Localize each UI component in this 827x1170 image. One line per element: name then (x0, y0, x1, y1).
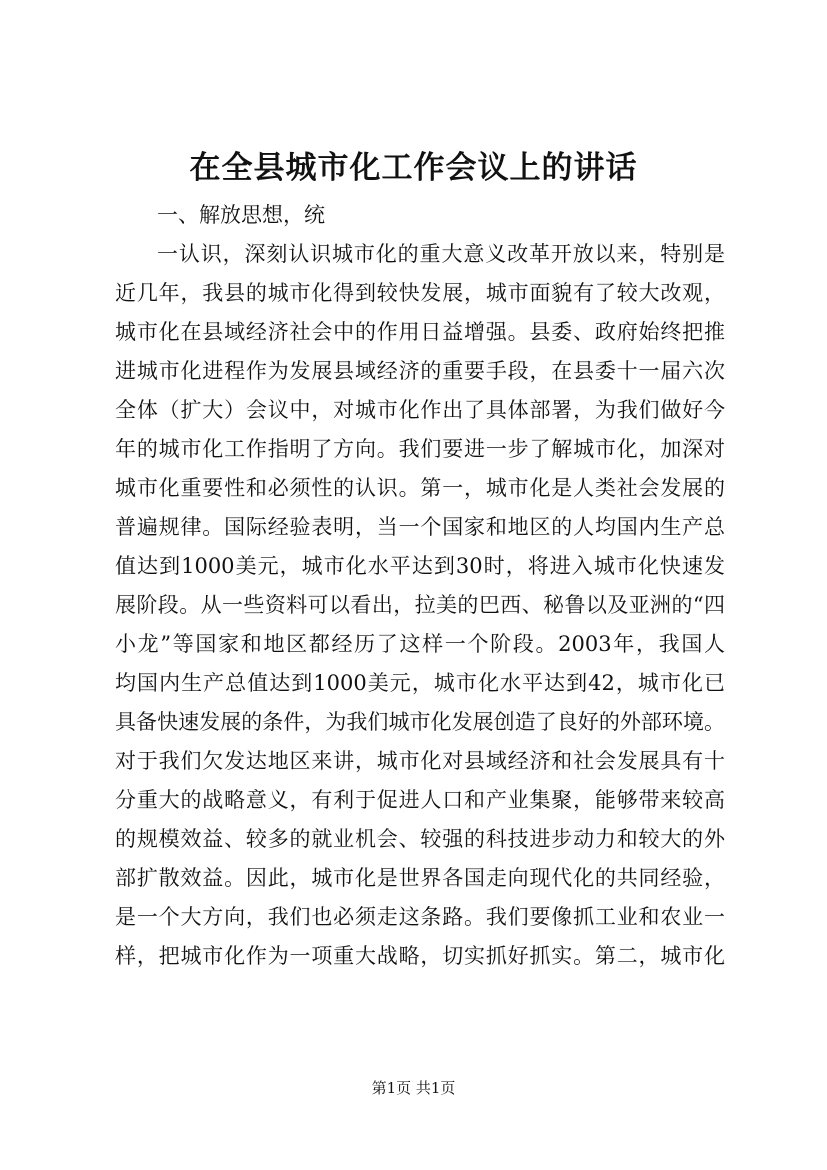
paragraph-line: 进城市化进程作为发展县域经济的重要手段，在县委十一届六次 (115, 359, 725, 383)
paragraph-line: 样，把城市化作为一项重大战略，切实抓好抓实。第二，城市化 (115, 944, 725, 968)
paragraph-line: 分重大的战略意义，有利于促进人口和产业集聚，能够带来较高 (115, 788, 725, 812)
document-title: 在全县城市化工作会议上的讲话 (189, 150, 638, 186)
paragraph-line: 的规模效益、较多的就业机会、较强的科技进步动力和较大的外 (115, 827, 725, 851)
paragraph-line: 展阶段。从一些资料可以看出，拉美的巴西、秘鲁以及亚洲的“四 (115, 593, 725, 617)
paragraph-line: 年的城市化工作指明了方向。我们要进一步了解城市化，加深对 (115, 437, 725, 461)
paragraph-line: 小龙”等国家和地区都经历了这样一个阶段。2003年，我国人 (115, 632, 725, 656)
paragraph-line: 对于我们欠发达地区来讲，城市化对县域经济和社会发展具有十 (115, 749, 725, 773)
paragraph-line: 近几年，我县的城市化得到较快发展，城市面貌有了较大改观， (115, 281, 725, 305)
paragraph-line: 值达到1000美元，城市化水平达到30时，将进入城市化快速发 (115, 554, 725, 578)
paragraph-line: 具备快速发展的条件，为我们城市化发展创造了良好的外部环境。 (115, 710, 725, 734)
paragraph-line: 全体（扩大）会议中，对城市化作出了具体部署，为我们做好今 (115, 398, 725, 422)
paragraph-line: 部扩散效益。因此，城市化是世界各国走向现代化的共同经验， (115, 866, 725, 890)
document-body (115, 196, 725, 976)
paragraph-line: 是一个大方向，我们也必须走这条路。我们要像抓工业和农业一 (115, 905, 725, 929)
page-number-footer: 第1页 共1页 (371, 1079, 456, 1097)
paragraph-line: 普遍规律。国际经验表明，当一个国家和地区的人均国内生产总 (115, 515, 725, 539)
heading-line: 一、解放思想，统 (157, 203, 325, 227)
paragraph-line: 城市化在县域经济社会中的作用日益增强。县委、政府始终把推 (115, 320, 725, 344)
paragraph-line: 均国内生产总值达到1000美元，城市化水平达到42，城市化已 (115, 671, 725, 695)
paragraph-line: 一认识，深刻认识城市化的重大意义改革开放以来，特别是 (157, 242, 725, 266)
paragraph-line: 城市化重要性和必须性的认识。第一，城市化是人类社会发展的 (115, 476, 725, 500)
